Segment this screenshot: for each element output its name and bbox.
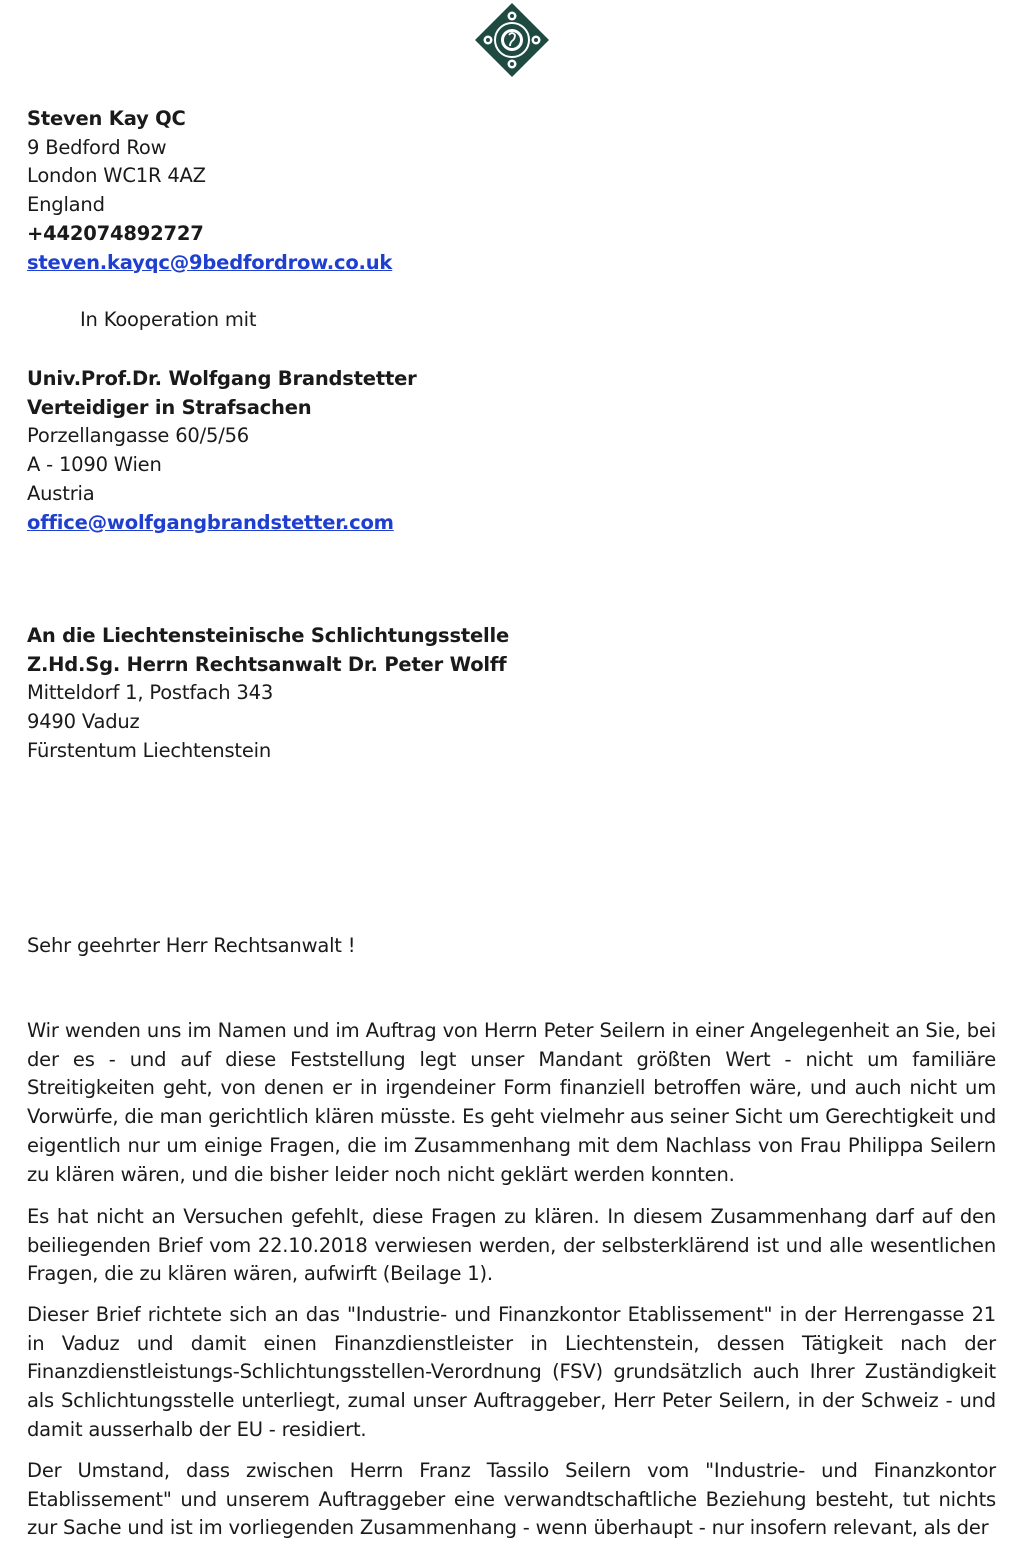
body-paragraph-3: Dieser Brief richtete sich an das "Industrie- und Finanzkontor Etablissement" in der Herrengasse 21 in Vaduz und damit einen Finanzdienstleister in Liechtenstein, dessen Tätigkeit nach der Finanzdienstleistungs-Schlichtungsstellen-Verordnung (FSV) grundsätzlich auch Ihrer Zuständigkeit als Schlichtungsstelle unterliegt, zumal unser Auftraggeber, Herr Peter Seilern, in der Schweiz - und damit ausserhalb der EU - residiert. — [27, 1303, 996, 1441]
cosender-block — [27, 365, 417, 537]
cosender-city: A - 1090 Wien — [27, 453, 162, 477]
recipient-line2: Z.Hd.Sg. Herrn Rechtsanwalt Dr. Peter Wolff — [27, 652, 507, 676]
recipient-line1: An die Liechtensteinische Schlichtungsstelle — [27, 624, 509, 647]
cosender-country: Austria — [27, 481, 95, 505]
sender-street: 9 Bedford Row — [27, 135, 167, 159]
sender-city: London WC1R 4AZ — [27, 164, 206, 188]
sender-name: Steven Kay QC — [27, 107, 186, 130]
sender-phone: +442074892727 — [27, 221, 204, 245]
recipient-country: Fürstentum Liechtenstein — [27, 738, 272, 762]
cooperation-label: In Kooperation mit — [80, 308, 257, 331]
recipient-city: 9490 Vaduz — [27, 710, 140, 734]
sender-block — [27, 105, 392, 277]
cosender-street: Porzellangasse 60/5/56 — [27, 424, 250, 448]
greeting: Sehr geehrter Herr Rechtsanwalt ! — [27, 934, 356, 957]
recipient-street: Mitteldorf 1, Postfach 343 — [27, 681, 274, 705]
sender-email-link[interactable]: steven.kayqc@9bedfordrow.co.uk — [27, 250, 393, 274]
crest-logo-icon — [474, 2, 550, 78]
sender-country: England — [27, 193, 105, 217]
recipient-block — [27, 622, 509, 766]
cosender-title: Verteidiger in Strafsachen — [27, 395, 312, 419]
body-paragraph-1: Wir wenden uns im Namen und im Auftrag von Herrn Peter Seilern in einer Angelegenheit an Sie, bei der es - und auf diese Feststellung legt unser Mandant größten Wert - nicht um familiäre Streitigkeiten geht, von denen er in irgendeiner Form finanziell betroffen wäre, und auch nicht um Vorwürfe, die man gerichtlich klären müsste. Es geht vielmehr aus seiner Sicht um Gerechtigkeit und eigentlich nur um einige Fragen, die im Zusammenhang mit dem Nachlass von Frau Philippa Seilern zu klären wären, und die bisher leider noch nicht geklärt werden konnten. — [27, 1019, 996, 1186]
body-paragraph-2: Es hat nicht an Versuchen gefehlt, diese Fragen zu klären. In diesem Zusammenhang darf auf den beiliegenden Brief vom 22.10.2018 verwiesen werden, der selbsterklärend ist und alle wesentlichen Fragen, die zu klären wären, aufwirft (Beilage 1). — [27, 1205, 996, 1286]
cosender-email-link[interactable]: office@wolfgangbrandstetter.com — [27, 510, 394, 534]
body-paragraph-4: Der Umstand, dass zwischen Herrn Franz Tassilo Seilern vom "Industrie- und Finanzkontor Etablissement" und unserem Auftraggeber eine verwandtschaftliche Beziehung besteht, tut nichts zur Sache und ist im vorliegenden Zusammenhang - wenn überhaupt - nur insofern relevant, als der — [27, 1459, 996, 1540]
cosender-name: Univ.Prof.Dr. Wolfgang Brandstetter — [27, 367, 417, 390]
